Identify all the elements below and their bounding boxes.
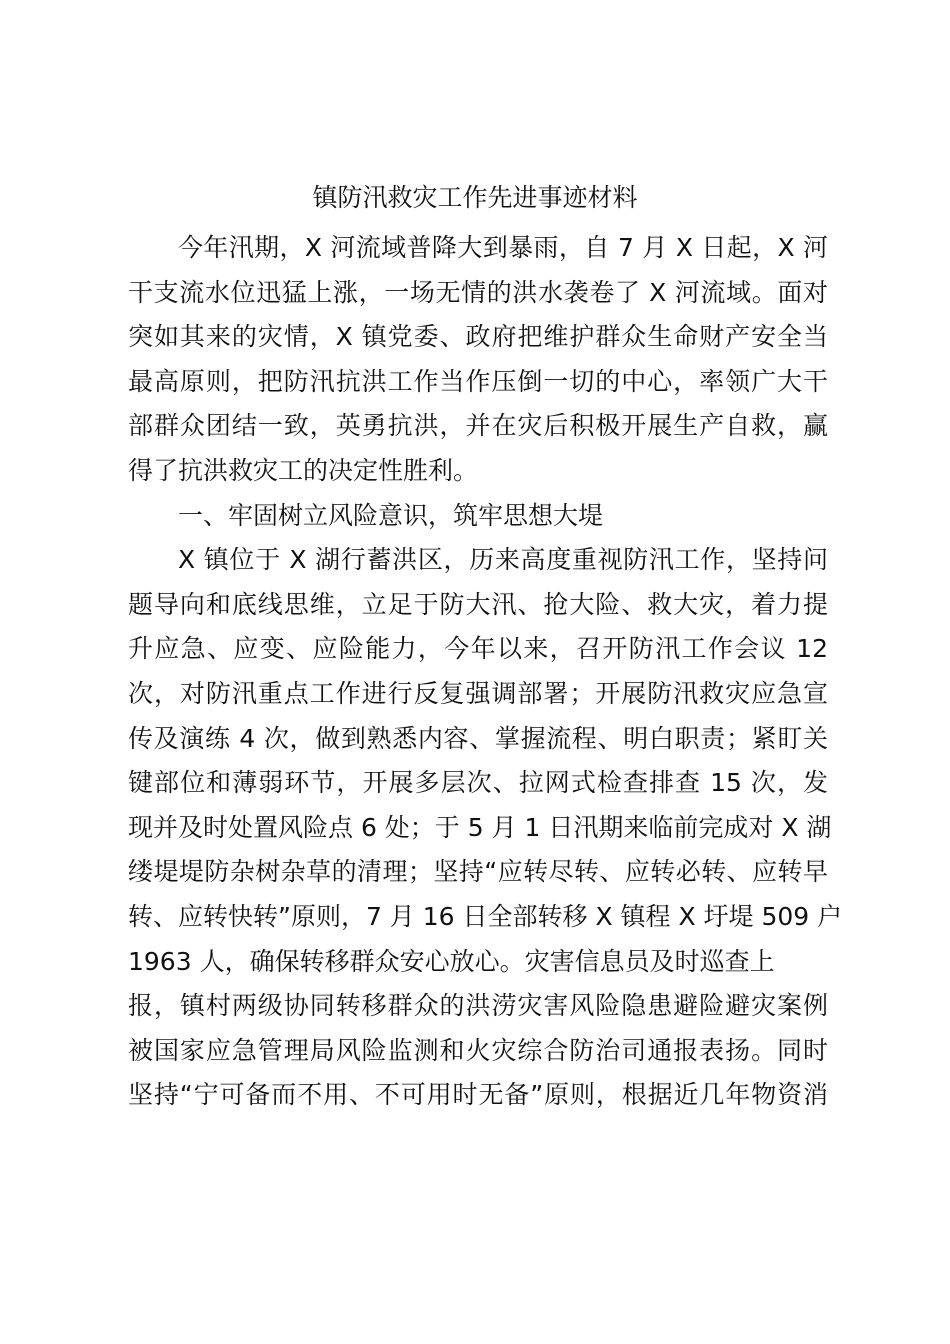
paragraph-2-line-12: 被国家应急管理局风险监测和火灾综合防治司通报表扬。同时 [128, 1035, 828, 1065]
paragraph-2-line-7: 现并及时处置风险点 6 处；于 5 月 1 日汛期来临前完成对 X 湖 [128, 812, 832, 842]
paragraph-1-line-4: 最高原则，把防汛抗洪工作当作压倒一切的中心，率领广大干 [128, 366, 828, 396]
paragraph-2-line-6: 键部位和薄弱环节，开展多层次、拉网式检查排查 15 次，发 [128, 768, 828, 798]
paragraph-2-line-5: 传及演练 4 次，做到熟悉内容、掌握流程、明白职责；紧盯关 [128, 723, 828, 753]
section-heading-1: 一、牢固树立风险意识，筑牢思想大堤 [178, 500, 604, 530]
paragraph-2-line-8: 缕堤堤防杂树杂草的清理；坚持“应转尽转、应转必转、应转早 [128, 857, 828, 887]
paragraph-1-line-2: 干支流水位迅猛上涨，一场无情的洪水袭卷了 X 河流域。面对 [128, 277, 828, 307]
document-title: 镇防汛救灾工作先进事迹材料 [312, 183, 638, 212]
paragraph-1-line-1: 今年汛期，X 河流域普降大到暴雨，自 7 月 X 日起，X 河 [178, 233, 828, 262]
paragraph-2-line-10: 1963 人，确保转移群众安心放心。灾害信息员及时巡查上 [128, 946, 775, 976]
document-body [128, 226, 843, 1118]
paragraph-2-line-3: 升应急、应变、应险能力，今年以来，召开防汛工作会议 12 [128, 634, 828, 664]
paragraph-2-line-2: 题导向和底线思维，立足于防大汛、抢大险、救大灾，着力提 [128, 589, 828, 619]
paragraph-1-line-3: 突如其来的灾情，X 镇党委、政府把维护群众生命财产安全当 [128, 322, 828, 352]
paragraph-2-line-13: 坚持“宁可备而不用、不可用时无备”原则，根据近几年物资消 [128, 1080, 828, 1110]
paragraph-2-line-1: X 镇位于 X 湖行蓄洪区，历来高度重视防汛工作，坚持问 [178, 545, 828, 575]
paragraph-2-line-4: 次，对防汛重点工作进行反复强调部署；开展防汛救灾应急宣 [128, 678, 828, 708]
paragraph-2-line-11: 报，镇村两级协同转移群众的洪涝灾害风险隐患避险避灾案例 [128, 991, 828, 1021]
paragraph-1-line-5: 部群众团结一致，英勇抗洪，并在灾后积极开展生产自救，赢 [128, 411, 828, 441]
paragraph-1-line-6: 得了抗洪救灾工的决定性胜利。 [128, 455, 479, 485]
paragraph-2-line-9: 转、应转快转”原则，7 月 16 日全部转移 X 镇程 X 圩堤 509 户 [128, 901, 843, 931]
